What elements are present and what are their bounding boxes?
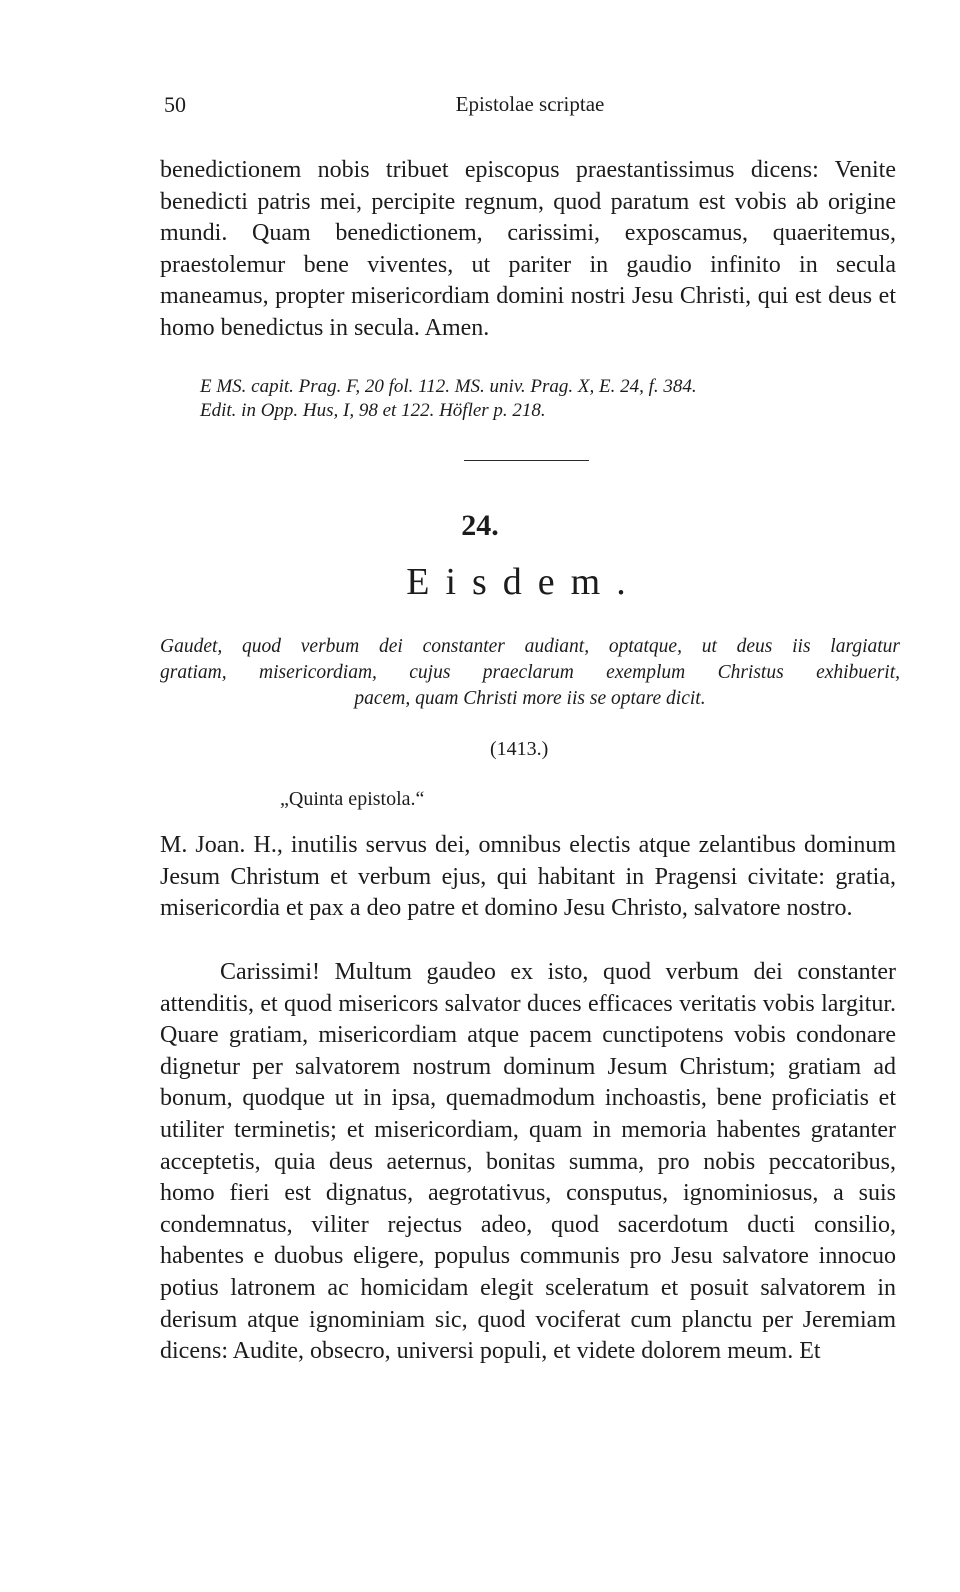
letter-body: Carissimi! Multum gaudeo ex isto, quod verbum dei constanter attenditis, et quod misericors salvator duces efficaces veritatis vobis largitur. Quare gratiam, misericordiam atque pacem cunctipotens vobis condonare dignetur per salvatorem nostrum dominum Jesum Christum; gratiam ad bonum, quodque ut in ipsa, quemadmodum inchoastis, bene proficiatis et utiliter terminetis; et misericordiam, quam in memoria habentes gratanter acceptetis, quia deus aeternus, bonitas summa, pro nobis peccatoribus, homo fieri est dignatus, aegrotativus, consputus, ignominiosus, a suis condemnatus, viliter rejectus adeo, quod sacerdotum ducti consilio, habentes e duobus eligere, populus communis pro Jesu salvatore innocuo potius latronem ac homicidam elegit sceleratum et posuit salvatorem in derisum atque ignominiam sic, quod vociferat cum planctu per Jeremiam dicens: Audite, obsecro, universi populi, et videte dolorem meum. Et (160, 959, 896, 1365)
summary-line: gratiam, misericordiam, cujus praeclarum exemplum Christus exhibuerit, (160, 662, 900, 683)
letter-title: Eisdem. (406, 561, 642, 603)
running-title: Epistolae scriptae (455, 92, 605, 116)
running-head (164, 92, 896, 122)
letter-date: (1413.) (490, 738, 549, 760)
continuation-paragraph: benedictionem nobis tribuet episcopus praestantissimus dicens: Venite benedicti patris mei, percipite regnum, quod paratum est vobis ab origine mundi. Quam benedictionem, carissimi, exposcamus, quaeritemus, praestolemur bene viventes, ut pariter in gaudio infinito in secula maneamus, propter misericordiam domini nostri Jesu Christi, qui est deus et homo benedictus in secula. Amen. (160, 157, 896, 341)
source-note-line: Edit. in Opp. Hus, I, 98 et 122. Höfler p. 218. (200, 400, 546, 421)
page-number: 50 (164, 92, 186, 117)
source-note (200, 375, 900, 423)
source-note-line: E MS. capit. Prag. F, 20 fol. 112. MS. univ. Prag. X, E. 24, f. 384. (200, 376, 697, 397)
letter-number: 24. (461, 509, 499, 542)
summary-line: Gaudet, quod verbum dei constanter audiant, optatque, ut deus iis largiatur (160, 636, 900, 657)
summary-line: pacem, quam Christi more iis se optare dicit. (354, 688, 706, 709)
letter-summary (160, 634, 900, 712)
letter-heading-quote: „Quinta epistola.“ (280, 788, 425, 810)
letter-salutation: M. Joan. H., inutilis servus dei, omnibus electis atque zelantibus dominum Jesum Christum et verbum ejus, qui habitant in Pragensi civitate: gratia, misericordia et pax a deo patre et domino Jesu Christo, salvatore nostro. (160, 832, 896, 922)
section-divider (464, 460, 589, 461)
